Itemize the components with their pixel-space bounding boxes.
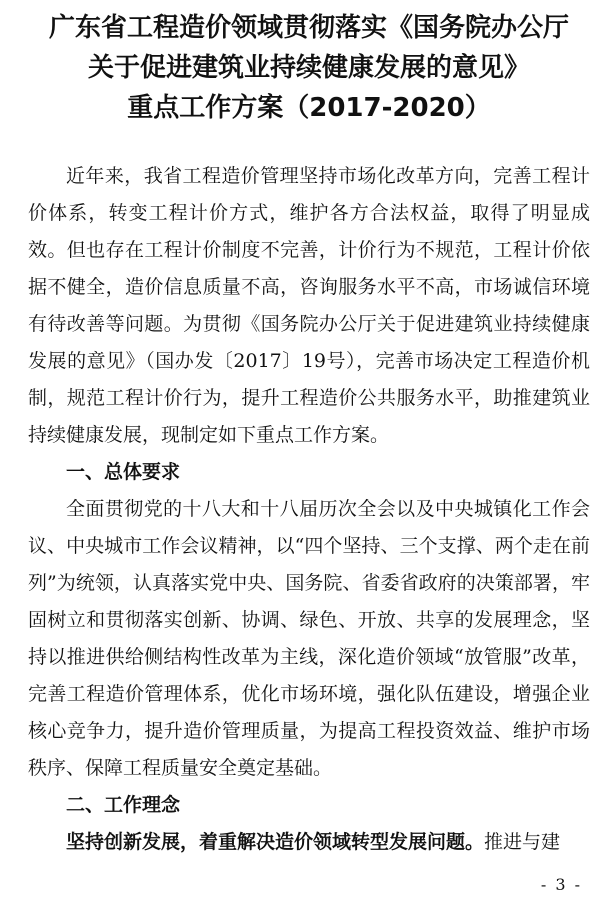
work-philosophy-paragraph bbox=[28, 824, 590, 861]
document-title bbox=[28, 8, 590, 128]
title-line-1: 广东省工程造价领域贯彻落实《国务院办公厅 bbox=[48, 13, 569, 43]
overall-requirements-paragraph: 全面贯彻党的十八大和十八届历次全会以及中央城镇化工作会议、中央城市工作会议精神，以“四个坚持、三个支撑、两个走在前列”为统领，认真落实党中央、国务院、省委省政府的决策部署，牢固树立和贯彻落实创新、协调、绿色、开放、共享的发展理念，坚持以推进供给侧结构性改革为主线，深化造价领域“放管服”改革，完善工程造价管理体系，优化市场环境，强化队伍建设，增强企业核心竞争力，提升造价管理质量，为提高工程投资效益、维护市场秩序、保障工程质量安全奠定基础。 bbox=[28, 498, 590, 779]
page-number: - 3 - bbox=[540, 875, 582, 894]
work-philosophy-text: 推进与建 bbox=[484, 831, 561, 853]
work-philosophy-bold-lead: 坚持创新发展，着重解决造价领域转型发展问题。 bbox=[66, 831, 485, 853]
section-heading-overall-requirements: 一、总体要求 bbox=[66, 461, 181, 483]
document-body bbox=[28, 158, 590, 861]
intro-paragraph: 近年来，我省工程造价管理坚持市场化改革方向，完善工程计价体系，转变工程计价方式，维护各方合法权益，取得了明显成效。但也存在工程计价制度不完善，计价行为不规范，工程计价依据不健全，造价信息质量不高，咨询服务水平不高，市场诚信环境有待改善等问题。为贯彻《国务院办公厅关于促进建筑业持续健康发展的意见》（国办发〔2017〕19号），完善市场决定工程造价机制，规范工程计价行为，提升工程造价公共服务水平，助推建筑业持续健康发展，现制定如下重点工作方案。 bbox=[28, 165, 590, 446]
title-line-3: 重点工作方案（2017-2020） bbox=[127, 93, 491, 123]
title-line-2: 关于促进建筑业持续健康发展的意见》 bbox=[87, 53, 530, 83]
section-heading-work-philosophy: 二、工作理念 bbox=[66, 794, 181, 816]
